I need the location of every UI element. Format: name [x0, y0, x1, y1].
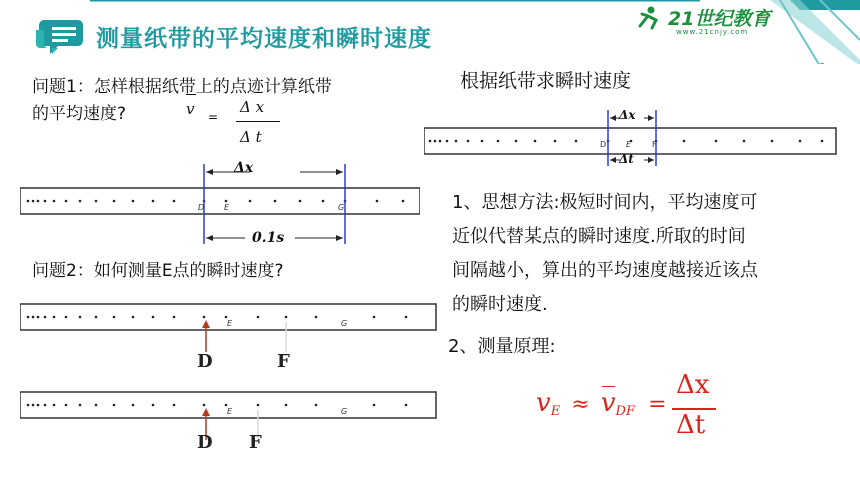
tape2-arrow-d-label: D [197, 351, 213, 372]
tape3-arrow-f-label: F [249, 432, 262, 453]
formula1-eq: = [208, 110, 219, 124]
formula1-denominator: Δ t [240, 128, 262, 146]
method-line-4: 的瞬时速度. [452, 294, 548, 315]
method-line-2: 近似代替某点的瞬时速度.所取的时间 [452, 226, 746, 247]
formula-approx: ≈ [571, 392, 590, 417]
formula-numerator: Δx [676, 370, 710, 400]
logo-runner-icon [640, 7, 656, 29]
tape3-diagram [20, 388, 440, 448]
question2-text: 问题2：如何测量E点的瞬时速度? [32, 261, 284, 281]
principle-formula [536, 388, 675, 419]
formula1-v: v [186, 100, 194, 118]
overline [186, 94, 196, 95]
tape1-label-g: G [338, 203, 345, 212]
tape2-label-e: E [227, 319, 233, 328]
formula-lhs-sub: E [550, 404, 561, 420]
formula-mid-sub: DF [615, 404, 635, 420]
right-delta-x: Δx [619, 108, 636, 122]
right-label-e: E [626, 140, 632, 149]
tape1-time: 0.1s [252, 230, 285, 246]
tape1-label-d: D [198, 203, 205, 212]
method-paragraph [452, 186, 842, 322]
tape3-label-e: E [227, 407, 233, 416]
formula-eq: = [648, 392, 667, 417]
tape2-arrow-f-label: F [277, 351, 290, 372]
right-title: 根据纸带求瞬时速度 [460, 70, 632, 92]
logo-text: 21世纪教育 [668, 8, 771, 30]
question1-line2: 的平均速度? [32, 104, 127, 124]
tape2-diagram [20, 300, 440, 360]
tape1-diagram [20, 160, 420, 250]
formula1-numerator: Δ x [240, 98, 265, 116]
right-label-f: F [652, 140, 657, 149]
method-line-1: 1、思想方法:极短时间内，平均速度可 [452, 192, 758, 213]
tape3-label-g: G [341, 407, 348, 416]
method-line-3: 间隔越小，算出的平均速度越接近该点 [452, 260, 758, 281]
tape1-delta-x: Δx [234, 160, 254, 176]
question1-line1: 问题1：怎样根据纸带上的点迹计算纸带 [32, 77, 332, 97]
chat-bubble-icon [36, 20, 83, 54]
formula-denominator: Δt [676, 410, 706, 440]
tape3-arrow-d-label: D [197, 432, 213, 453]
right-label-d: D [600, 140, 607, 149]
formula1-fraction-bar [236, 121, 280, 122]
formula-mid: v [600, 388, 616, 418]
right-delta-t: Δt [619, 152, 634, 166]
formula-lhs: v [536, 388, 551, 418]
logo-url: www.21cnjy.com [676, 28, 749, 36]
tape1-label-e: E [224, 203, 230, 212]
tape2-label-g: G [341, 319, 348, 328]
principle-heading: 2、测量原理: [448, 336, 556, 357]
page-title: 测量纸带的平均速度和瞬时速度 [96, 26, 432, 52]
